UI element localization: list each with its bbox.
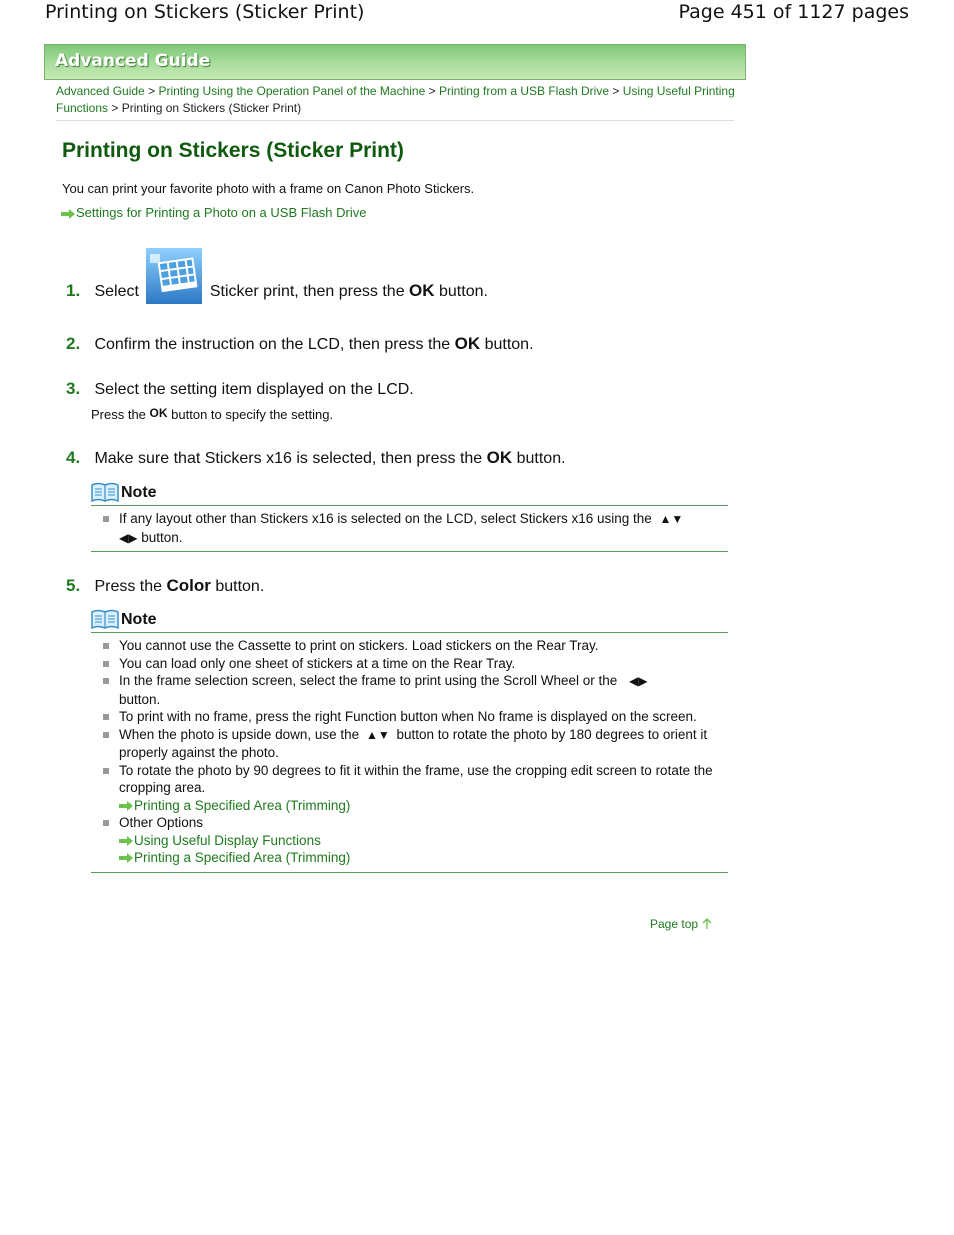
note-title: Note <box>121 484 157 501</box>
step-text: Press the <box>94 578 163 595</box>
note-text: button. <box>141 529 183 545</box>
note-item <box>91 510 728 547</box>
trimming-link[interactable] <box>119 849 728 867</box>
step-3-detail <box>91 406 333 422</box>
step-text: button. <box>439 283 488 300</box>
ok-button-label: OK <box>454 334 481 353</box>
note-book-icon <box>91 482 119 502</box>
up-down-arrow-icon: ▲▼ <box>659 512 684 526</box>
note-box <box>91 481 728 552</box>
up-down-arrow-icon: ▲▼ <box>365 727 390 742</box>
step-4 <box>66 448 566 468</box>
banner-label: Advanced Guide <box>55 51 211 71</box>
ok-button-label: OK <box>409 281 435 300</box>
left-right-arrow-icon: ◀▶ <box>629 674 648 688</box>
intro-text: You can print your favorite photo with a frame on Canon Photo Stickers. <box>62 181 475 196</box>
step-text: button. <box>215 578 265 595</box>
note-text: If any layout other than Stickers x16 is selected on the LCD, select Stickers x16 using the <box>119 511 652 526</box>
step-number: 3. <box>66 379 81 398</box>
arrow-right-icon <box>119 853 133 863</box>
note-item <box>91 637 728 655</box>
page-top-text[interactable]: Page top <box>650 917 699 931</box>
note-item <box>91 726 728 762</box>
note-text: Other Options <box>119 815 204 830</box>
left-right-arrow-icon: ◀▶ <box>119 530 138 545</box>
ok-button-label: OK <box>149 406 168 420</box>
step-number: 2. <box>66 334 81 353</box>
breadcrumb-separator: > <box>111 100 119 115</box>
note-header <box>91 481 728 506</box>
step-text: Select the setting item displayed on the LCD. <box>94 381 414 398</box>
breadcrumb-link[interactable]: Advanced Guide <box>56 84 145 98</box>
note-text: To rotate the photo by 90 degrees to fit it within the frame, use the cropping edit screen to rotate the cropping area. <box>119 762 713 795</box>
step-number: 5. <box>66 576 81 595</box>
note-item <box>91 672 728 708</box>
note-text: When the photo is upside down, use the <box>119 726 360 742</box>
page-header <box>0 0 954 30</box>
step-number: 4. <box>66 448 81 467</box>
arrow-up-icon <box>701 918 713 930</box>
page-top-link[interactable] <box>650 917 713 931</box>
arrow-right-icon <box>61 209 75 219</box>
display-functions-link-text[interactable]: Using Useful Display Functions <box>134 832 321 848</box>
color-button-label: Color <box>166 576 211 595</box>
breadcrumb-link[interactable]: Printing Using the Operation Panel of the Machine <box>158 84 426 98</box>
step-number: 1. <box>66 281 81 300</box>
step-5 <box>66 576 264 596</box>
note-text: button to rotate the photo by 180 degrees to orient it properly against the photo. <box>119 726 708 760</box>
breadcrumb-link[interactable]: Printing from a USB Flash Drive <box>438 84 610 98</box>
detail-text: button to specify the setting. <box>171 407 334 422</box>
advanced-guide-banner <box>44 44 746 80</box>
step-text: button. <box>516 450 566 467</box>
note-item <box>91 708 728 726</box>
step-1 <box>66 248 488 304</box>
step-text: Confirm the instruction on the LCD, then press the <box>94 336 451 353</box>
note-box <box>91 608 728 873</box>
sticker-print-icon <box>146 248 202 304</box>
note-item <box>91 762 728 815</box>
note-text: button. <box>119 691 161 707</box>
breadcrumb-separator: > <box>148 84 156 98</box>
page-counter: Page 451 of 1127 pages <box>678 1 909 23</box>
arrow-right-icon <box>119 836 133 846</box>
note-text: To print with no frame, press the right Function button when No frame is displayed on the screen. <box>119 709 697 724</box>
breadcrumb-link[interactable]: Using Useful Printing Functions <box>56 84 735 115</box>
arrow-right-icon <box>119 801 133 811</box>
display-functions-link[interactable] <box>119 832 728 850</box>
step-3 <box>66 379 414 399</box>
trimming-link-text[interactable]: Printing a Specified Area (Trimming) <box>134 797 351 813</box>
note-text: You can load only one sheet of stickers at a time on the Rear Tray. <box>119 655 516 671</box>
trimming-link-text[interactable]: Printing a Specified Area (Trimming) <box>134 850 351 865</box>
detail-text: Press the <box>91 407 146 422</box>
note-book-icon <box>91 609 119 629</box>
header-title: Printing on Stickers (Sticker Print) <box>45 1 365 23</box>
note-text: In the frame selection screen, select the frame to print using the Scroll Wheel or the <box>119 673 618 688</box>
note-item <box>91 655 728 673</box>
breadcrumb <box>56 83 736 116</box>
step-2 <box>66 334 534 354</box>
see-also-link-text[interactable]: Settings for Printing a Photo on a USB Flash Drive <box>76 205 367 220</box>
page-title: Printing on Stickers (Sticker Print) <box>62 139 404 162</box>
breadcrumb-separator: > <box>428 84 436 98</box>
see-also-link[interactable] <box>61 205 366 220</box>
note-item <box>91 814 728 867</box>
step-text: button. <box>484 336 534 353</box>
note-title: Note <box>121 611 157 628</box>
ok-button-label: OK <box>486 448 513 467</box>
divider <box>56 120 734 121</box>
breadcrumb-separator: > <box>612 84 620 98</box>
note-header <box>91 608 728 633</box>
step-text: Select <box>94 283 139 300</box>
note-text: You cannot use the Cassette to print on stickers. Load stickers on the Rear Tray. <box>119 638 599 653</box>
breadcrumb-current: Printing on Stickers (Sticker Print) <box>121 100 302 115</box>
step-text: Sticker print, then press the <box>209 283 405 300</box>
step-text: Make sure that Stickers x16 is selected, then press the <box>94 450 483 467</box>
trimming-link[interactable] <box>119 797 728 815</box>
